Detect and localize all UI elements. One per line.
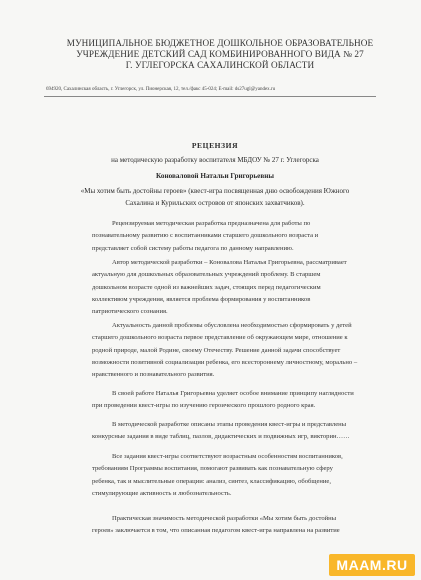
text-line: героев» заключается в том, что описанная педагогом квест-игра направлена на развитие	[92, 527, 340, 535]
text-line: Практическая значимость методической разработки «Мы хотим быть достойны	[112, 515, 337, 522]
text-line: старшего дошкольного возраста первое представление об окружающем мире, отношение к	[92, 334, 348, 342]
text-line: возможности позитивной социализации ребенка, его всестороннему личностному, морально –	[92, 358, 358, 366]
paragraph-7	[92, 513, 384, 538]
paragraph-3	[92, 320, 384, 381]
maam-logo[interactable]: MAAM.RU	[329, 554, 415, 576]
organization-address: 694920, Сахалинская область, г. Углегорск, ул. Пионерская, 12, тел./факс 45-024; E-mail: ds27ugl@yandex.ru	[46, 87, 276, 92]
text-line: познавательному развитию с воспитанниками старшего дошкольного возраста и	[92, 232, 319, 240]
paragraph-1	[92, 218, 384, 255]
text-line: коллективом учреждения, является проблема формирования у воспитанников	[92, 295, 311, 303]
text-line: патриотического сознания.	[92, 308, 168, 316]
text-line: требованиям Программы воспитания, помогают развивать как познавательную сферу	[92, 465, 333, 473]
text-line: Автор методической разработки – Коновалова Наталья Григорьевна, рассматривает	[112, 259, 347, 266]
text-line: Актуальность данной проблемы обусловлена необходимостью сформировать у детей	[112, 322, 352, 329]
text-line: Все задания квест-игры соответствуют возрастным особенностям воспитанников,	[112, 453, 343, 460]
text-line: родной природе, малой Родине, своему Отечеству. Решение данной задачи способствует	[92, 346, 341, 354]
text-line: актуальную для дошкольных образовательных учреждений проблему. В старшем	[92, 271, 321, 279]
author-name: Коноваловой Натальи Григорьевны	[156, 172, 274, 180]
paragraph-6	[92, 451, 384, 500]
text-line: конкурсные задания в виде таблиц, пазлов, дидактических и подвижных игр, викторин……	[92, 433, 350, 441]
header-divider	[44, 96, 376, 97]
text-line: нравственного и познавательного развития.	[92, 371, 215, 379]
text-line: В своей работе Наталья Григорьевна уделяет особое внимание принципу наглядности	[112, 390, 354, 397]
text-line: ребенка, так и мыслительные операции: анализ, синтез, классификацию, обобщение,	[92, 477, 332, 485]
paragraph-5	[92, 419, 384, 444]
document-title: РЕЦЕНЗИЯ	[191, 141, 239, 150]
organization-name-line-2: УЧРЕЖДЕНИЕ ДЕТСКИЙ САД КОМБИНИРОВАННОГО ВИДА № 27	[76, 49, 364, 59]
text-line: дошкольном возрасте одной из важнейших задач, стоящих перед педагогическим	[92, 283, 321, 291]
text-line: Рецензируемая методическая разработка предназначена для работы по	[112, 220, 311, 227]
paragraph-4	[92, 388, 384, 413]
text-line: В методической разработке описаны этапы проведения квест-игры и представлены	[112, 421, 347, 428]
text-line: при проведении квест-игры по изучению героического прошлого родного края.	[92, 402, 316, 410]
organization-name-line-3: Г. УГЛЕГОРСКА САХАЛИНСКОЙ ОБЛАСТИ	[125, 60, 315, 70]
organization-name-line-1: МУНИЦИПАЛЬНОЕ БЮДЖЕТНОЕ ДОШКОЛЬНОЕ ОБРАЗОВАТЕЛЬНОЕ	[66, 38, 374, 48]
text-line: представляет собой систему работы педагога по данному направлению.	[92, 244, 294, 252]
document-subtitle: на методическую разработку воспитателя МБДОУ № 27 г. Углегорска	[111, 156, 319, 164]
work-title-line-2: Сахалина и Курильских островов от японских захватчиков).	[125, 199, 305, 207]
work-title	[40, 185, 390, 209]
text-line: стимулирующие активность и любознательность.	[92, 489, 232, 497]
paragraph-2	[92, 257, 384, 318]
work-title-line-1: «Мы хотим быть достойны героев» (квест-игра посвященная дню освобождения Южного	[80, 187, 350, 195]
